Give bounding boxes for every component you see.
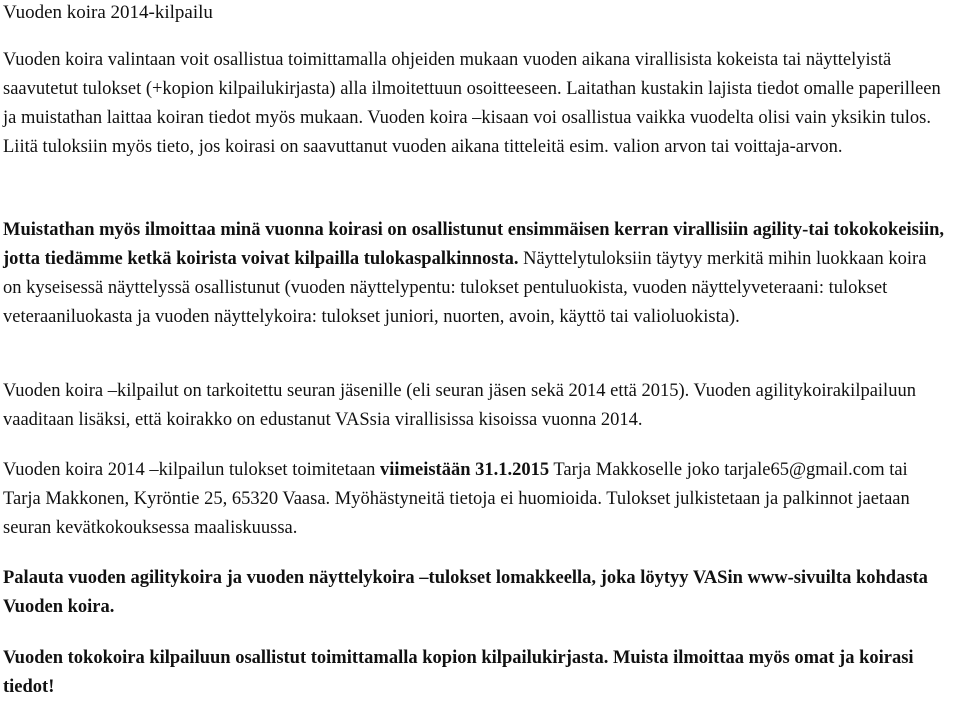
deadline-text-end: Tarja Makkoselle joko tarjale65@gmail.com tai Tarja Makkonen, Kyröntie 25, 65320 Vaasa. Myöhästyneitä tietoja ei huomioida. Tulokset julkistetaan ja palkinnot jaetaan seuran kevätkokouksessa maaliskuussa. — [3, 460, 910, 538]
intro-paragraph: Vuoden koira valintaan voit osallistua toimittamalla ohjeiden mukaan vuoden aikana virallisista kokeista tai näyttelyistä saavutetut tulokset (+kopion kilpailukirjasta) alla ilmoitettuun osoitteeseen. Laitathan kustakin lajista tiedot omalle paperilleen ja muistathan laittaa koiran tiedot myös mukaan. Vuoden koira –kisaan voi osallistua vaikka vuodelta olisi vain yksikin tulos. Liitä tuloksiin myös tieto, jos koirasi on saavuttanut vuoden aikana titteleitä esim. valion arvon tai voittaja-arvon. — [3, 50, 941, 157]
page-title: Vuoden koira 2014-kilpailu — [3, 2, 213, 23]
deadline-text-start: Vuoden koira 2014 –kilpailun tulokset toimitetaan — [3, 460, 381, 480]
obedience-instruction-paragraph: Vuoden tokokoira kilpailuun osallistut toimittamalla kopion kilpailukirjasta. Muista ilmoittaa myös omat ja koirasi tiedot! — [3, 648, 914, 697]
eligibility-paragraph: Vuoden koira –kilpailut on tarkoitettu seuran jäsenille (eli seuran jäsen sekä 2014 että 2015). Vuoden agilitykoirakilpailuun vaaditaan lisäksi, että koirakko on edustanut VASsia virallisissa kisoissa vuonna 2014. — [3, 381, 916, 430]
deadline-date: viimeistään 31.1.2015 — [380, 460, 550, 480]
first-time-bold-text: Muistathan myös ilmoittaa minä vuonna koirasi on osallistunut ensimmäisen kerran virallisiin agility-tai tokokokeisiin, jotta tiedämme ketkä koirista voivat kilpailla tulokaspalkinnosta. — [3, 220, 945, 269]
first-time-paragraph — [3, 216, 948, 332]
deadline-paragraph — [3, 456, 948, 543]
form-instruction-paragraph: Palauta vuoden agilitykoira ja vuoden näyttelykoira –tulokset lomakkeella, joka löytyy VASin www-sivuilta kohdasta Vuoden koira. — [3, 568, 928, 617]
show-results-text: Näyttelytuloksiin täytyy merkitä mihin luokkaan koira on kyseisessä näyttelyssä osallistunut (vuoden näyttelypentu: tulokset pentuluokista, vuoden näyttelyveteraani: tulokset veteraaniluokasta ja vuoden näyttelykoira: tulokset juniori, nuorten, avoin, käyttö tai valioluokista). — [3, 249, 927, 327]
